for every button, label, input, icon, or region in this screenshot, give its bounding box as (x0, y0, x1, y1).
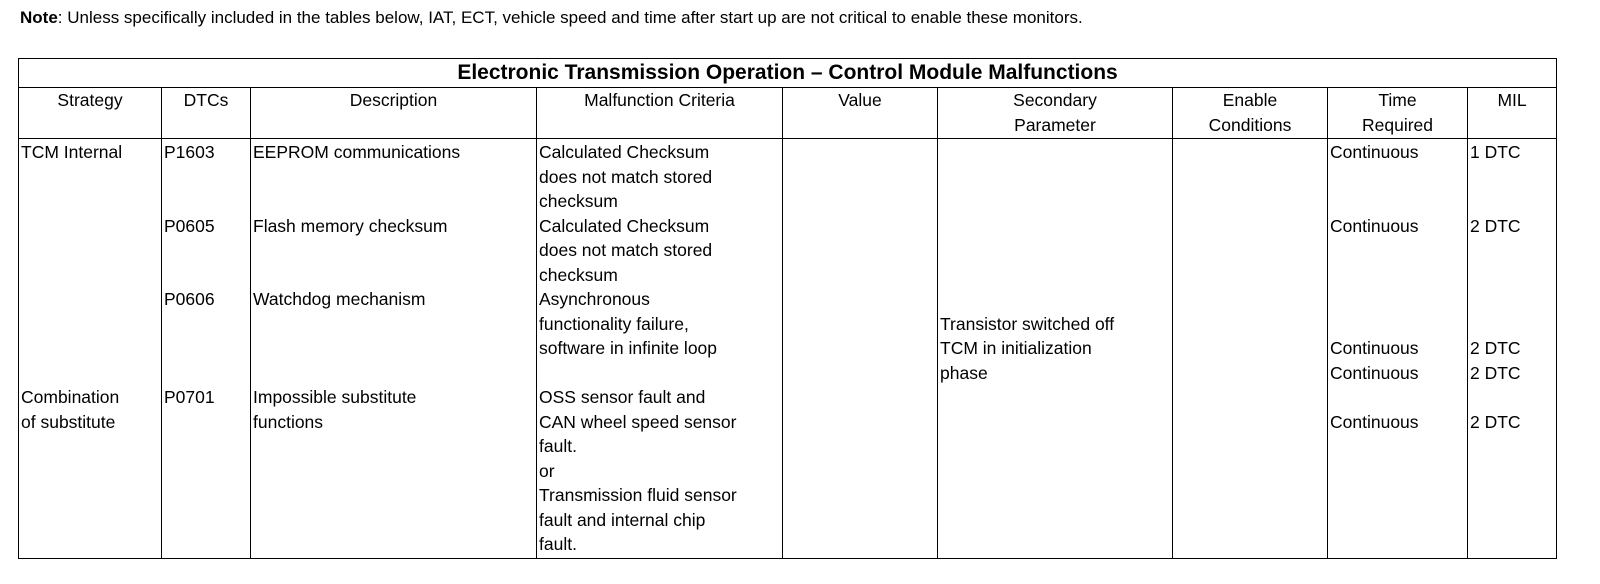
time-required-cell (1328, 139, 1468, 559)
header-secondary-parameter (938, 88, 1173, 139)
note-body: : Unless specifically included in the tables below, IAT, ECT, vehicle speed and time after start up are not critical to enable these monitors. (57, 8, 1083, 27)
table-title-row (19, 59, 1557, 88)
header-row (19, 88, 1557, 139)
description-eeprom: EEPROM communications (253, 142, 461, 162)
description-flash: Flash memory checksum (253, 215, 448, 236)
header-mil: MIL (1468, 88, 1557, 139)
criteria-line: software in infinite loop (539, 338, 718, 358)
description-impossible-line2: functions (253, 411, 324, 432)
strategy-cell (19, 139, 162, 559)
header-dtcs: DTCs (162, 88, 251, 139)
criteria-cell (537, 139, 783, 559)
note-label: Note (20, 8, 58, 27)
table-body-row (19, 139, 1557, 559)
header-time-required (1328, 88, 1468, 139)
criteria-line: functionality failure, (539, 313, 689, 334)
description-cell (251, 139, 537, 559)
secondary-parameter-cell (938, 139, 1173, 559)
mil-value: 2 DTC (1470, 362, 1521, 383)
dtc-p0606: P0606 (164, 289, 215, 309)
dtc-p1603: P1603 (164, 142, 215, 162)
criteria-line: Asynchronous (539, 289, 650, 309)
strategy-combination-line1: Combination (21, 387, 120, 407)
dtc-p0605: P0605 (164, 215, 215, 236)
dtcs-cell (162, 139, 251, 559)
time-value: Continuous (1330, 338, 1419, 358)
criteria-line: checksum (539, 264, 618, 285)
criteria-line: Calculated Checksum (539, 142, 710, 162)
header-value: Value (783, 88, 938, 139)
time-value: Continuous (1330, 142, 1419, 162)
time-value: Continuous (1330, 215, 1419, 236)
table-title: Electronic Transmission Operation – Control Module Malfunctions (19, 59, 1557, 88)
value-cell (783, 139, 938, 559)
description-impossible-line1: Impossible substitute (253, 387, 417, 407)
mil-value: 2 DTC (1470, 411, 1521, 432)
criteria-line: Calculated Checksum (539, 215, 710, 236)
criteria-line: does not match stored (539, 166, 713, 187)
header-strategy: Strategy (19, 88, 162, 139)
header-enable-line1: Enable (1222, 90, 1278, 110)
criteria-line: fault. (539, 436, 577, 456)
strategy-combination-line2: of substitute (21, 411, 116, 432)
mil-value: 1 DTC (1470, 142, 1521, 162)
header-time-line1: Time (1378, 90, 1417, 110)
mil-value: 2 DTC (1470, 338, 1521, 358)
time-value: Continuous (1330, 362, 1419, 383)
criteria-line: CAN wheel speed sensor (539, 411, 737, 432)
mil-cell (1468, 139, 1557, 559)
dtc-p0701: P0701 (164, 387, 215, 407)
criteria-line: Transmission fluid sensor (539, 485, 737, 505)
header-enable-conditions (1173, 88, 1328, 139)
time-value: Continuous (1330, 411, 1419, 432)
control-module-malfunctions-table (18, 58, 1557, 559)
enable-conditions-cell (1173, 139, 1328, 559)
description-watchdog: Watchdog mechanism (253, 289, 426, 309)
secondary-line: Transistor switched off (940, 313, 1115, 334)
header-time-line2: Required (1361, 114, 1434, 135)
secondary-line: TCM in initialization (940, 338, 1092, 358)
strategy-tcm-internal: TCM Internal (21, 142, 123, 162)
criteria-line: fault. (539, 534, 577, 554)
header-description: Description (251, 88, 537, 139)
criteria-line: fault and internal chip (539, 509, 706, 530)
criteria-line: or (539, 460, 555, 481)
note-text (20, 8, 1083, 28)
secondary-line: phase (940, 362, 988, 383)
header-enable-line2: Conditions (1208, 114, 1292, 135)
header-secondary-line1: Secondary (1013, 90, 1097, 110)
header-malfunction-criteria: Malfunction Criteria (537, 88, 783, 139)
mil-value: 2 DTC (1470, 215, 1521, 236)
criteria-line: checksum (539, 191, 618, 211)
criteria-line: OSS sensor fault and (539, 387, 706, 407)
header-secondary-line2: Parameter (1014, 114, 1096, 135)
criteria-line: does not match stored (539, 240, 713, 260)
